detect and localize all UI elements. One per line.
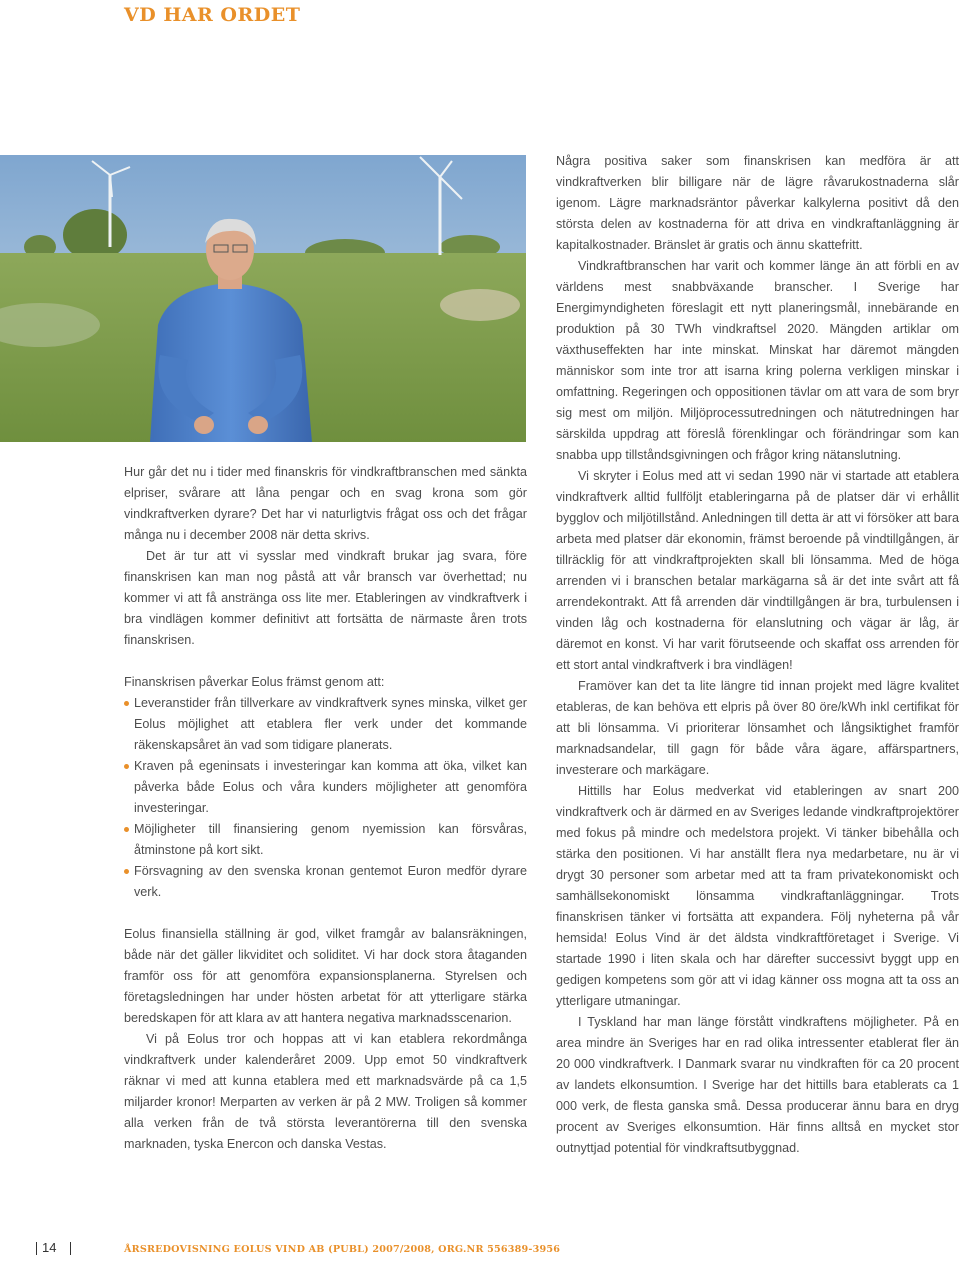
bullet-icon xyxy=(124,764,129,769)
paragraph: I Tyskland har man länge förstått vindkraftens möjligheter. På en area mindre än Sveriges har en rad olika intressenter etablerat fler än 20 000 vindkraftverk. I Danmark svarar nu vindkraften för ca 20 procent av landets elkonsumtion. I Sverige har det hittills bara etablerats ca 1 000 verk, de flesta ganska små. Dessa producerar ännu bara en dryg procent av Sveriges elkonsumtion. Här finns alltså en mycket stor outnyttjad potential för vindkraftsutbyggnad. xyxy=(556,1015,959,1155)
paragraph: Hittills har Eolus medverkat vid etableringen av snart 200 vindkraftverk och är därmed en av Sveriges ledande vindkraftprojektörer med fokus på mindre och medelstora projekt. Vi tänker bibehålla och stärka den positionen. Vi har anställt flera nya medarbetare, nu är vi drygt 30 personer som arbetar med att ta fram privatekonomiskt och samhällsekonomiskt lönsamma vindkraftanläggningar. Trots finanskrisen tänker vi fortsätta att expandera. Följ nyheterna på vår hemsida! Eolus Vind är det äldsta vindkraftföretaget i Sverige. Vi startade 1990 i liten skala och har därefter successivt byggt upp en gedigen kompetens som gör att vi idag känner oss mogna att ta oss an ytterligare utmaningar. xyxy=(556,784,959,1008)
paragraph: Vindkraftbranschen har varit och kommer länge än att förbli en av världens mest snabbväxande branscher. I Sverige har Energimyndigheten föreslagit ett nytt planeringsmål, innebärande en produktion på 30 TWh vindkraftsel 2020. Mängden artiklar om växthuseffekten har inte minskat. Minskat har däremot mängden människor som inte tror att isarna kring polerna verkligen minskar i omfattning. Regeringen och oppositionen tävlar om att vara de som bryr sig mest om miljön. Miljöprocessutredningen och nätutredningen har särskilda uppdrag att föreslå förenklingar och förändringar som kan snabba upp tillståndsgivningen och frågor kring nätanslutning. xyxy=(556,259,959,462)
report-title: ÅRSREDOVISNING EOLUS VIND AB (PUBL) 2007/2008, ORG.NR 556389-3956 xyxy=(124,1244,561,1255)
list-item: Leveranstider från tillverkare av vindkraftverk synes minska, vilket ger Eolus möjlighet att etablera fler verk under det kommande räkenskapsåret än vad som tidigare planerats. xyxy=(124,693,527,756)
paragraph: Framöver kan det ta lite längre tid innan projekt med lägre kvalitet etableras, de kan behöva ett elpris på över 80 öre/kWh inkl certifikat för att bli lönsamma. Vi prioriterar lönsamhet och långsiktighet framför marknadsandelar, till gagn för både våra ägare, affärspartners, investerare och markägare. xyxy=(556,679,959,777)
bullet-icon xyxy=(124,701,129,706)
section-title: VD HAR ORDET xyxy=(124,4,301,26)
paragraph: Vi på Eolus tror och hoppas att vi kan etablera rekordmånga vindkraftverk under kalenderåret 2009. Upp emot 50 vindkraftverk räknar vi med att kunna etablera med ett marknadsvärde på ca 1,5 miljarder kronor! Merparten av verken är på 2 MW. Troligen så kommer alla verken från de två största leverantörerna till den svenska marknaden, tyska Enercon och danska Vestas. xyxy=(124,1032,527,1151)
paragraph: Vi skryter i Eolus med att vi sedan 1990 när vi startade att etablera vindkraftverk alltid fullföljt etableringarna på de platser där vi erhållit bygglov och miljötillstånd. Anledningen till detta är att vi försöker att bara arbeta med platser där ekonomin, främst beroende på vindtillgången, är tillräcklig för att vindkraftprojekten skall bli lönsamma. Med de höga arrenden vi i branschen betalar markägarna så är det inte svårt att få arrendekontrakt. Att få arrenden där vindtillgången är bra, turbulensen i vinden låg och kostnaderna för elanslutning och vägar är låg, är däremot en konst. Vi har varit förutseende och skaffat oss arrenden för ett stort antal vindkraftverk i bra vindlägen! xyxy=(556,469,959,672)
bullet-icon xyxy=(124,827,129,832)
page-number: 14 xyxy=(42,1240,57,1255)
list-item: Försvagning av den svenska kronan gentemot Euron medför dyrare verk. xyxy=(124,861,527,903)
paragraph: Det är tur att vi sysslar med vindkraft brukar jag svara, före finanskrisen kan man nog påstå att vår bransch var överhettad; nu kommer vi att få anstränga oss lite mer. Etableringen av vindkraftverk i bra vindlägen kommer definitivt att fortsätta de närmaste åren trots finanskrisen. xyxy=(124,549,527,647)
divider xyxy=(36,1242,37,1255)
man-in-field-with-wind-turbines-image xyxy=(0,155,526,442)
page-footer xyxy=(0,1236,960,1258)
paragraph: Hur går det nu i tider med finanskris för vindkraftbranschen med sänkta elpriser, svårare att låna pengar och en svag krona som gör vindkraftverken dyrare? Det har vi naturligtvis frågat oss och det frågar många nu i december 2008 när detta skrivs. xyxy=(124,465,527,542)
paragraph: Eolus finansiella ställning är god, vilket framgår av balansräkningen, både när det gäller likviditet och soliditet. Vi har dock stora åtaganden framför oss för att genomföra expansionsplanerna. Styrelsen och företagsledningen har under hösten arbetat för att ytterligare stärka beredskapen för att klara av att hantera negativa marknadsscenarion. xyxy=(124,927,527,1025)
bullet-list xyxy=(124,693,527,903)
divider xyxy=(70,1242,71,1255)
left-text-column xyxy=(124,462,527,1155)
bullet-icon xyxy=(124,869,129,874)
right-text-column xyxy=(556,151,959,1159)
list-item: Möjligheter till finansiering genom nyemission kan försvåras, åtminstone på kort sikt. xyxy=(124,819,527,861)
list-item: Kraven på egeninsats i investeringar kan komma att öka, vilket kan påverka både Eolus och våra kunders möjligheter att genomföra investeringar. xyxy=(124,756,527,819)
paragraph: Några positiva saker som finanskrisen kan medföra är att vindkraftverken blir billigare när de lägre råvarukostnaderna slår igenom. Lägre marknadsräntor påverkar kalkylerna positivt då den största delen av kostnaderna för att driva en vindkraftanläggning är kapitalkostnader. Bränslet är gratis och ännu skattefritt. xyxy=(556,154,959,252)
list-intro: Finanskrisen påverkar Eolus främst genom att: xyxy=(124,675,385,689)
